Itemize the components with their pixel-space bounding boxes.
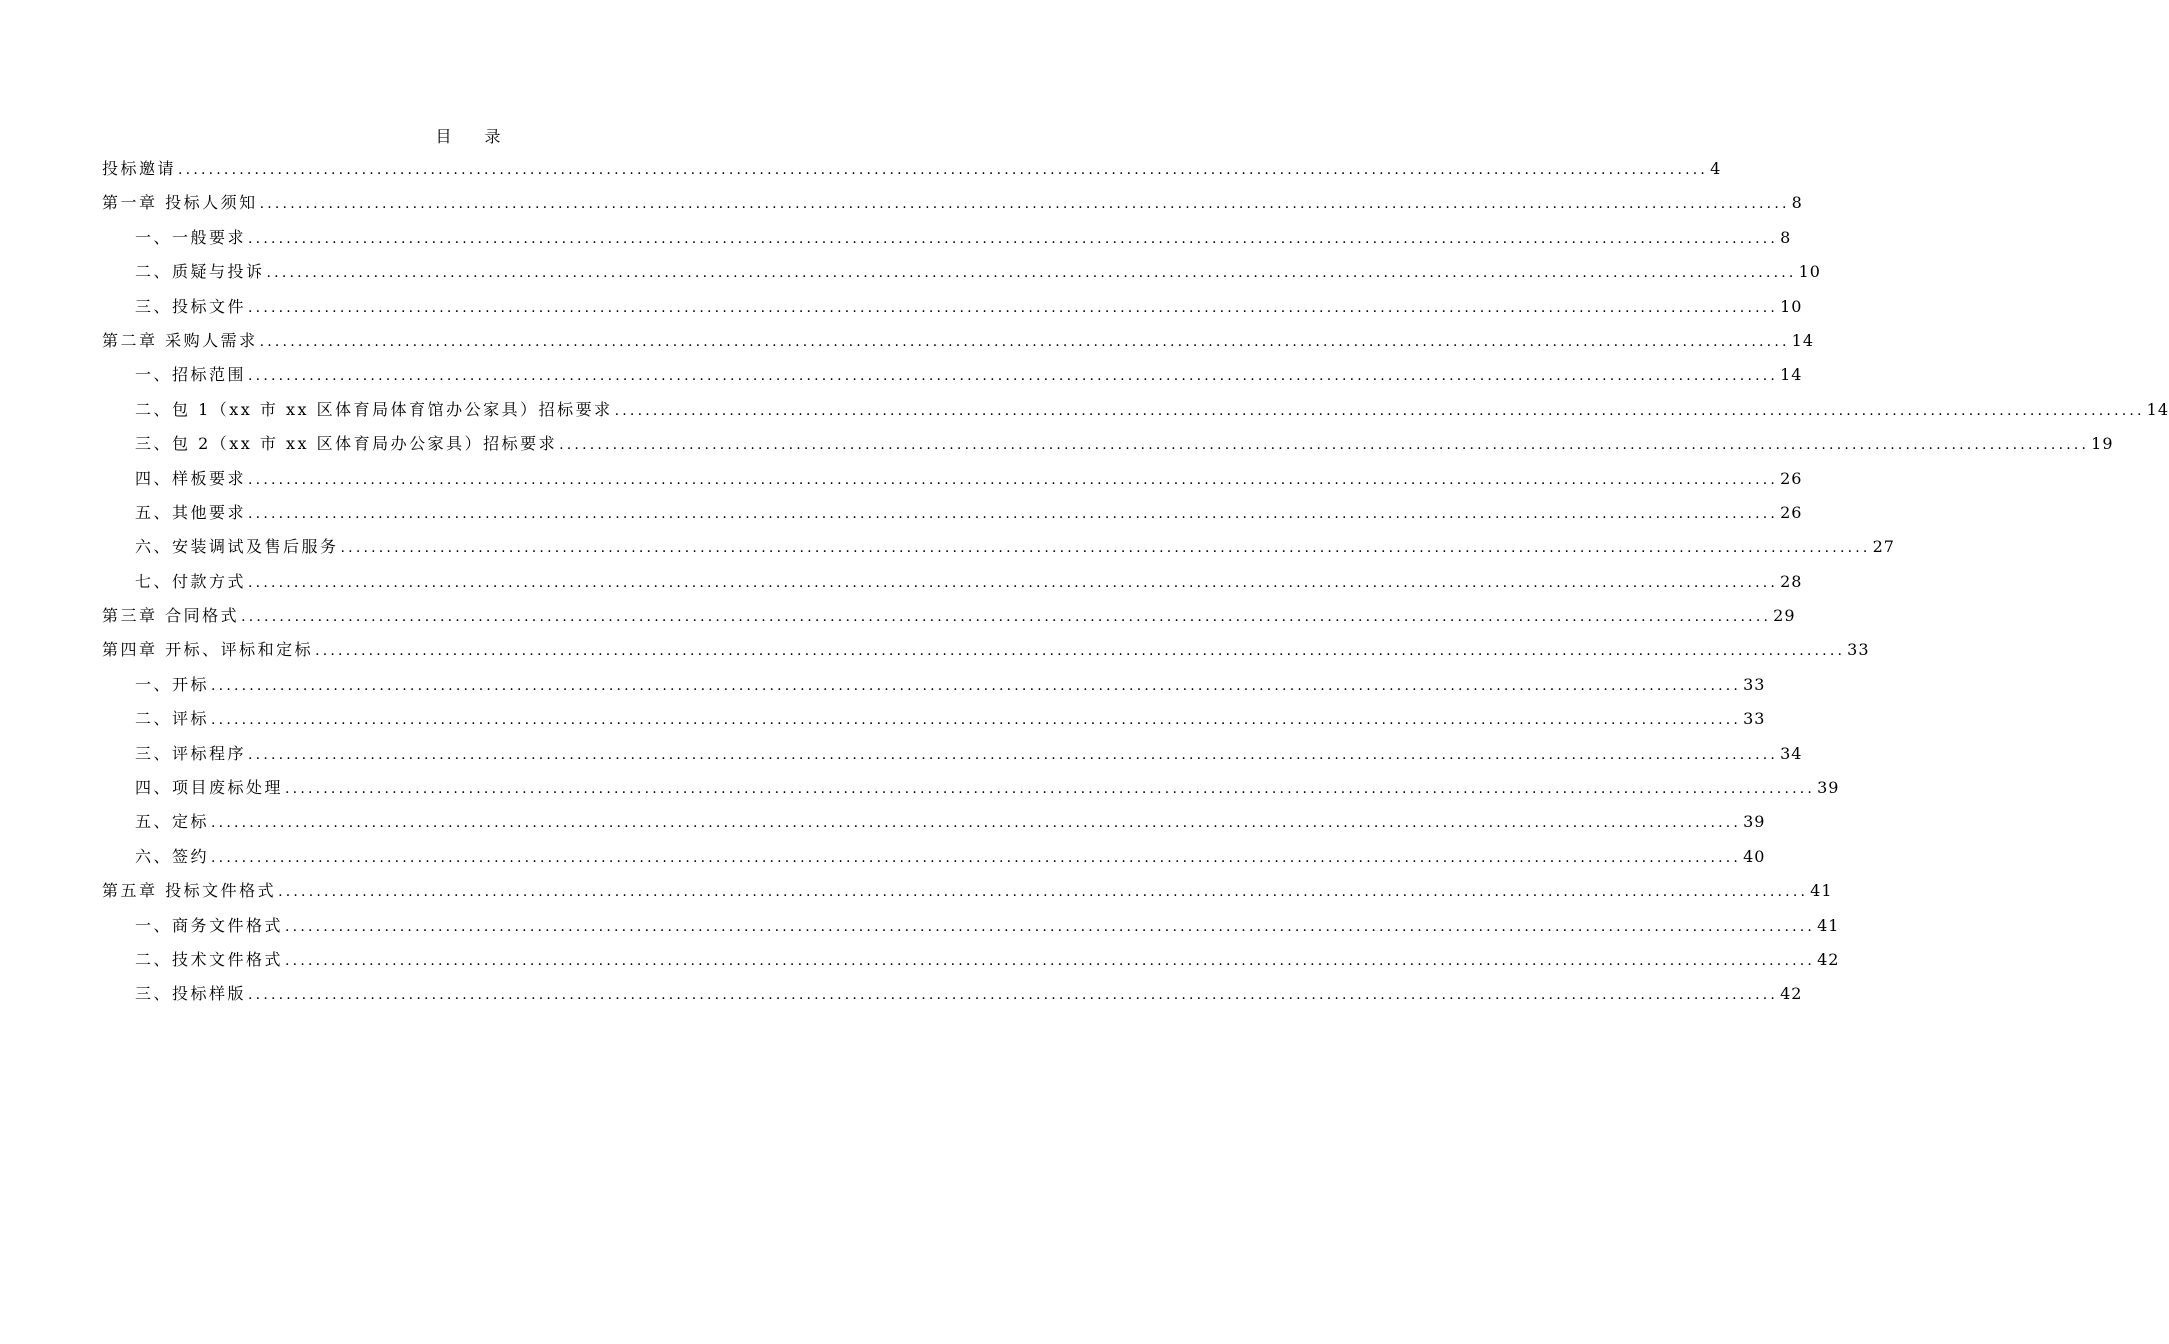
toc-entry-page-number: 39 <box>1743 812 1766 832</box>
toc-entry-page-number: 26 <box>1780 468 1803 488</box>
toc-entry-label: 五、定标 <box>135 812 210 832</box>
toc-dot-leader: ........................................................................................................................................................................................................ <box>315 643 1846 660</box>
toc-entry-page-number: 14 <box>1780 365 1803 385</box>
toc-entry[interactable] <box>102 805 1766 839</box>
toc-entry-label: 一、开标 <box>135 674 210 694</box>
toc-dot-leader: ........................................................................................................................................................................................................ <box>248 746 1779 763</box>
toc-entry-page-number: 42 <box>1780 984 1803 1004</box>
toc-entry-page-number: 29 <box>1773 606 1796 626</box>
toc-entry[interactable] <box>102 943 1840 977</box>
toc-entry-label: 五、其他要求 <box>135 502 247 522</box>
toc-entry[interactable] <box>102 668 1766 702</box>
toc-entry-label: 第三章 合同格式 <box>102 606 240 626</box>
toc-entry-label: 二、评标 <box>135 709 210 729</box>
toc-dot-leader: ........................................................................................................................................................................................................ <box>241 609 1772 626</box>
toc-entry-label: 一、一般要求 <box>135 227 247 247</box>
toc-entry-page-number: 10 <box>1780 296 1803 316</box>
toc-entry-label: 二、质疑与投诉 <box>135 262 265 282</box>
toc-entry-label: 第一章 投标人须知 <box>102 193 258 213</box>
toc-dot-leader: ........................................................................................................................................................................................................ <box>559 437 2090 454</box>
toc-entry-label: 六、签约 <box>135 846 210 866</box>
toc-dot-leader: ........................................................................................................................................................................................................ <box>248 574 1779 591</box>
toc-dot-leader: ........................................................................................................................................................................................................ <box>211 677 1742 694</box>
toc-entry-page-number: 14 <box>1791 330 1814 350</box>
toc-title: 目 录 <box>435 127 515 146</box>
toc-entry[interactable] <box>102 496 1803 530</box>
toc-dot-leader: ........................................................................................................................................................................................................ <box>285 918 1816 935</box>
toc-entry-page-number: 8 <box>1780 227 1792 247</box>
toc-entry-page-number: 41 <box>1810 881 1833 901</box>
toc-entry[interactable] <box>102 427 2114 461</box>
toc-dot-leader: ........................................................................................................................................................................................................ <box>266 265 1797 282</box>
toc-dot-leader: ........................................................................................................................................................................................................ <box>278 884 1809 901</box>
toc-entry-page-number: 27 <box>1872 537 1895 557</box>
toc-dot-leader: ........................................................................................................................................................................................................ <box>285 781 1816 798</box>
toc-entry-label: 一、招标范围 <box>135 365 247 385</box>
toc-dot-leader: ........................................................................................................................................................................................................ <box>211 815 1742 832</box>
toc-entry-label: 二、包 1（xx 市 xx 区体育局体育馆办公家具）招标要求 <box>135 399 613 419</box>
toc-dot-leader: ........................................................................................................................................................................................................ <box>248 299 1779 316</box>
toc-entry[interactable] <box>102 599 1796 633</box>
toc-entry-page-number: 34 <box>1780 743 1803 763</box>
toc-entry[interactable] <box>102 393 2169 427</box>
toc-entry-page-number: 42 <box>1817 949 1840 969</box>
toc-entry-page-number: 26 <box>1780 502 1803 522</box>
toc-dot-leader: ........................................................................................................................................................................................................ <box>211 849 1742 866</box>
toc-dot-leader: ........................................................................................................................................................................................................ <box>340 540 1871 557</box>
toc-entry-page-number: 33 <box>1847 640 1870 660</box>
toc-entry[interactable] <box>102 290 1803 324</box>
toc-entry-label: 第二章 采购人需求 <box>102 330 258 350</box>
toc-entry-label: 一、商务文件格式 <box>135 915 284 935</box>
toc-entry-label: 第五章 投标文件格式 <box>102 881 277 901</box>
toc-entry[interactable] <box>102 152 1722 186</box>
toc-entry[interactable] <box>102 530 1895 564</box>
toc-entry-page-number: 39 <box>1817 778 1840 798</box>
toc-entry-label: 三、包 2（xx 市 xx 区体育局办公家具）招标要求 <box>135 434 558 454</box>
toc-entry[interactable] <box>102 255 1821 289</box>
toc-dot-leader: ........................................................................................................................................................................................................ <box>248 230 1779 247</box>
toc-entry-label: 三、投标文件 <box>135 296 247 316</box>
toc-entry-label: 投标邀请 <box>102 159 177 178</box>
toc-dot-leader: ........................................................................................................................................................................................................ <box>178 162 1709 178</box>
toc-entry-label: 二、技术文件格式 <box>135 949 284 969</box>
toc-dot-leader: ........................................................................................................................................................................................................ <box>248 987 1779 1004</box>
toc-entry[interactable] <box>102 221 1792 255</box>
toc-dot-leader: ........................................................................................................................................................................................................ <box>248 471 1779 488</box>
toc-dot-leader: ........................................................................................................................................................................................................ <box>614 402 2145 419</box>
toc-entry-page-number: 14 <box>2146 399 2169 419</box>
toc-entry[interactable] <box>102 702 1766 736</box>
toc-entry-page-number: 8 <box>1791 193 1803 213</box>
toc-dot-leader: ........................................................................................................................................................................................................ <box>285 952 1816 969</box>
toc-entry[interactable] <box>102 186 1803 220</box>
toc-entry-label: 七、付款方式 <box>135 571 247 591</box>
toc-entry[interactable] <box>102 737 1803 771</box>
toc-entry-label: 四、样板要求 <box>135 468 247 488</box>
toc-entry-page-number: 4 <box>1710 159 1722 178</box>
toc-entry[interactable] <box>102 462 1803 496</box>
toc-entry[interactable] <box>102 840 1766 874</box>
toc-entry-label: 三、投标样版 <box>135 984 247 1004</box>
toc-dot-leader: ........................................................................................................................................................................................................ <box>259 196 1790 213</box>
toc-entry[interactable] <box>102 771 1840 805</box>
toc-entry-label: 三、评标程序 <box>135 743 247 763</box>
toc-entry-label: 四、项目废标处理 <box>135 778 284 798</box>
toc-entry-page-number: 33 <box>1743 709 1766 729</box>
toc-dot-leader: ........................................................................................................................................................................................................ <box>248 505 1779 522</box>
toc-entry[interactable] <box>102 324 1814 358</box>
toc-entry[interactable] <box>102 977 1803 1011</box>
toc-dot-leader: ........................................................................................................................................................................................................ <box>248 368 1779 385</box>
toc-entry-page-number: 40 <box>1743 846 1766 866</box>
toc-entry[interactable] <box>102 565 1803 599</box>
toc-entry-page-number: 10 <box>1798 262 1821 282</box>
toc-entry-page-number: 33 <box>1743 674 1766 694</box>
toc-dot-leader: ........................................................................................................................................................................................................ <box>259 333 1790 350</box>
toc-dot-leader: ........................................................................................................................................................................................................ <box>211 712 1742 729</box>
toc-entry-page-number: 19 <box>2091 434 2114 454</box>
toc-entry[interactable] <box>102 358 1803 392</box>
toc-entry[interactable] <box>102 874 1833 908</box>
toc-entry[interactable] <box>102 633 1870 667</box>
toc-list <box>102 152 2169 1012</box>
toc-entry-label: 第四章 开标、评标和定标 <box>102 640 314 660</box>
toc-entry-page-number: 28 <box>1780 571 1803 591</box>
toc-entry-page-number: 41 <box>1817 915 1840 935</box>
toc-entry[interactable] <box>102 909 1840 943</box>
toc-entry-label: 六、安装调试及售后服务 <box>135 537 339 557</box>
